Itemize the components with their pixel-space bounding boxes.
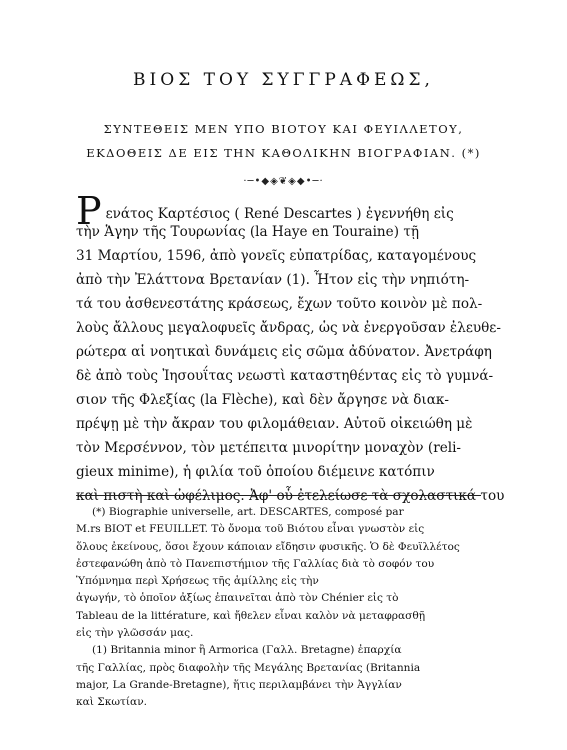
body-line: καὶ πιστὴ καὶ ὠφέλιμος. Ἀφ' οὗ ἐτελείωσε τὰ σχολαστικά του — [76, 488, 505, 504]
body-line: 31 Μαρτίου, 1596, ἀπὸ γονεῖς εὐπατρίδας, καταγομένους — [76, 248, 477, 264]
footnote-line: ἀγωγήν, τὸ ὁποῖον ἀξίως ἐπαινεῖται ἀπὸ τὸν Chénier εἰς τὸ — [76, 592, 399, 605]
footnote-line: ἐστεφανώθη ἀπὸ τὸ Πανεπιστήμιον τῆς Γαλλίας διὰ τὸ σοφόν του — [76, 557, 435, 570]
body-line: δὲ ἀπὸ τοὺς Ἰησουΐτας νεωστὶ καταστηθέντας εἰς τὸ γυμνά- — [76, 368, 494, 384]
footnote-line: Ὑπόμνημα περὶ Χρήσεως τῆς ἁμίλλης εἰς τὴν — [76, 575, 319, 588]
ornament-divider: ·─•◆◈❦◈◆•─· — [243, 176, 324, 187]
footnote-rule — [76, 495, 481, 496]
body-line: τὴν Ἁγην τῆς Τουρωνίας (la Haye en Touraine) τῇ — [76, 224, 420, 240]
body-line: τὸν Μερσέννον, τὸν μετέπειτα μινορίτην μοναχὸν (reli- — [76, 440, 462, 456]
footnote-line: καὶ Σκωτίαν. — [76, 696, 148, 709]
footnote-line: ὅλους ἐκείνους, ὅσοι ἔχουν κάποιαν εἴδησιν φυσικῆς. Ὁ δὲ Φευϊλλέτος — [76, 540, 460, 553]
subtitle-line-2: ΕΚΔΟΘΕΙΣ ΔΕ ΕΙΣ ΤΗΝ ΚΑΘΟΛΙΚΗΝ ΒΙΟΓΡΑΦΙΑΝ. (*) — [86, 146, 481, 160]
body-line: τά του ἀσθενεστάτης κράσεως, ἔχων τοῦτο κοινὸν μὲ πολ- — [76, 296, 483, 312]
subtitle-line-1: ΣΥΝΤΕΘΕΙΣ ΜΕΝ ΥΠΟ ΒΙΟΤΟΥ ΚΑΙ ΦΕΥΙΛΛΕΤΟΥ, — [103, 122, 464, 136]
footnote-line: (*) Biographie universelle, art. DESCARTES, composé par — [92, 506, 404, 518]
body-line: ρώτερα αἱ νοητικαὶ δυνάμεις εἰς σῶμα ἀδύνατον. Ἀνετράφη — [76, 344, 492, 360]
footnote-line: Tableau de la littérature, καὶ ἤθελεν εἶναι καλὸν νὰ μεταφρασθῇ — [76, 609, 426, 622]
footnote-line: (1) Britannia minor ἢ Armorica (Γαλλ. Bretagne) ἐπαρχία — [92, 644, 402, 657]
footnotes — [76, 504, 481, 712]
body-line: gieux minime), ἡ φιλία τοῦ ὁποίου διέμεινε κατόπιν — [76, 464, 435, 480]
footnote-line: εἰς τὴν γλῶσσάν μας. — [76, 627, 194, 640]
footnote-line: τῆς Γαλλίας, πρὸς διαφολὴν τῆς Μεγάλης Βρετανίας (Britannia — [76, 661, 421, 674]
body-line-text: ενάτος Καρτέσιος ( René Descartes ) ἐγεννήθη εἰς — [105, 206, 454, 222]
footnote-line: M.rs BIOT et FEUILLET. Τὸ ὄνομα τοῦ Βιότου εἶναι γνωστὸν εἰς — [76, 523, 425, 536]
body-line: λοὺς ἄλλους μεγαλοφυεῖς ἄνδρας, ὡς νὰ ἐνεργοῦσαν ἐλευθε- — [76, 320, 501, 336]
footnote-line: major, La Grande-Bretagne), ἥτις περιλαμβάνει τὴν Ἀγγλίαν — [76, 678, 402, 691]
drop-cap: Ρ — [76, 189, 102, 233]
page-title: ΒΙΟΣ ΤΟΥ ΣΥΓΓΡΑΦΕΩΣ, — [133, 70, 434, 90]
body-line: πρέψῃ μὲ τὴν ἄκραν του φιλομάθειαν. Αὐτοῦ οἰκειώθη μὲ — [76, 416, 473, 432]
body-text — [76, 189, 505, 508]
body-line: σιον τῆς Φλεξίας (la Flèche), καὶ δὲν ἄργησε νὰ διακ- — [76, 392, 449, 408]
body-line: ἀπὸ τὴν Ἐλάττονα Βρετανίαν (1). Ἦτον εἰς τὴν νηπιότη- — [76, 272, 470, 288]
